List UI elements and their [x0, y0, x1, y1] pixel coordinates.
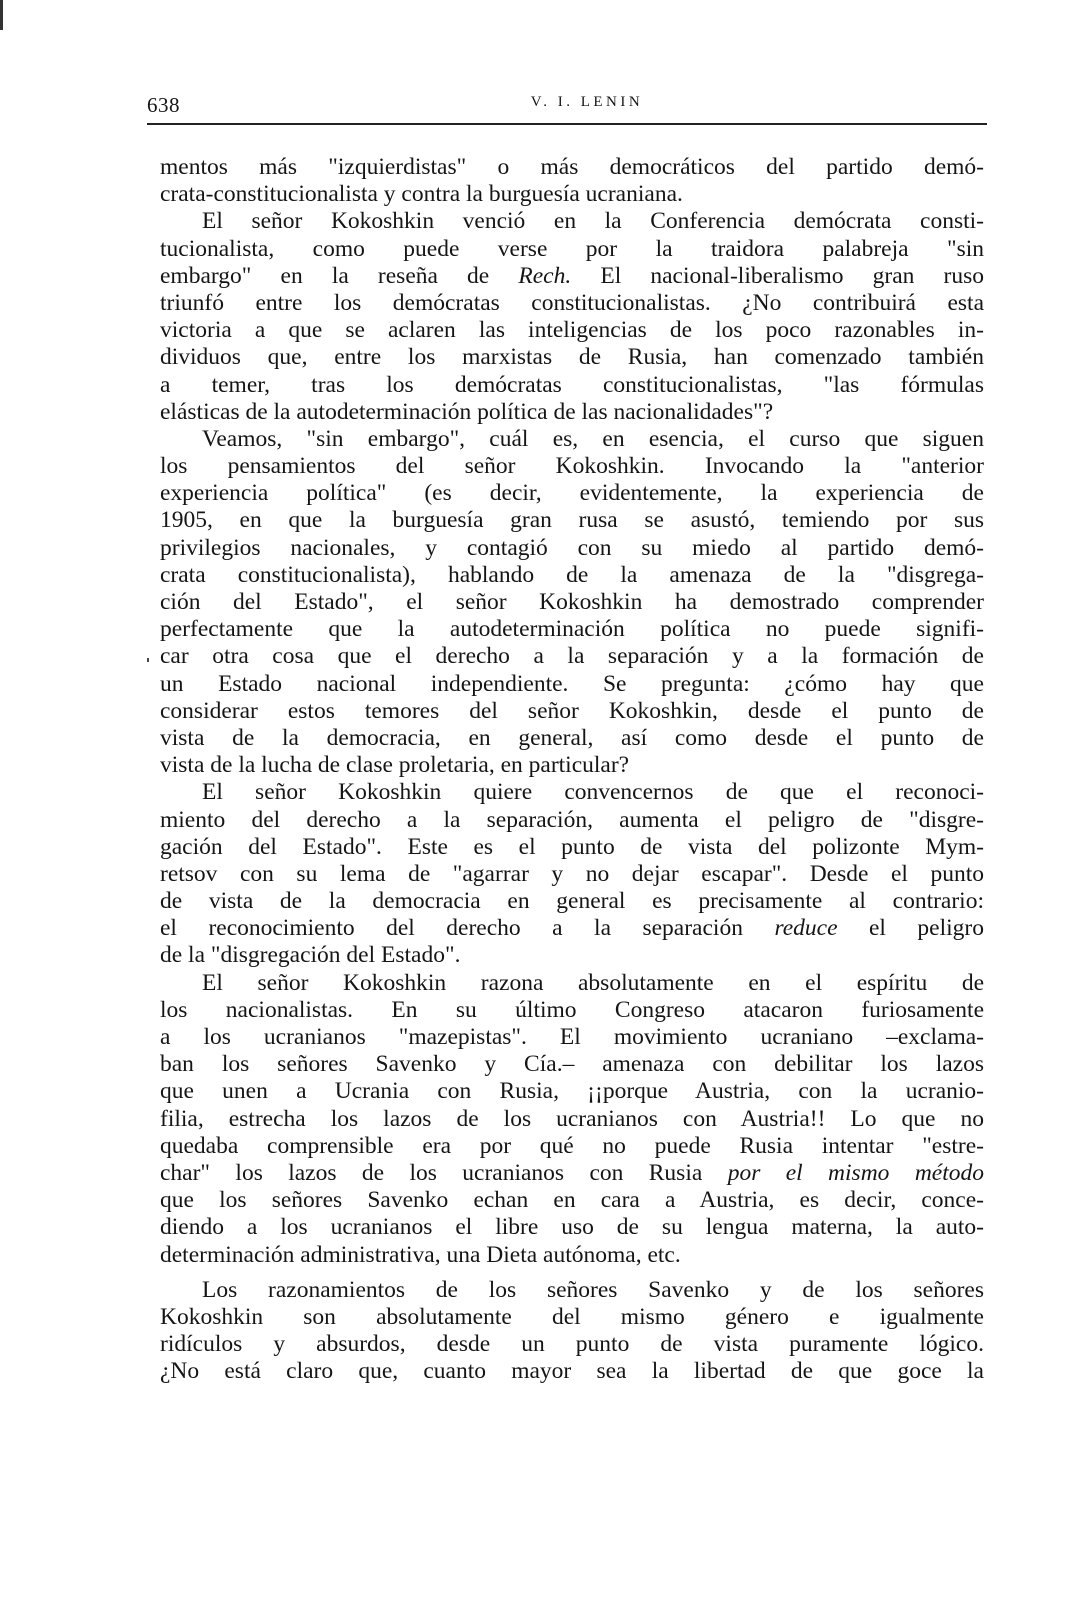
text-segment: vista de la lucha de clase proletaria, en particular?: [160, 752, 630, 779]
paragraph: [160, 426, 984, 779]
text-line: [160, 1331, 984, 1358]
text-line: [160, 1024, 984, 1051]
text-line: [160, 616, 984, 643]
text-line: [160, 344, 984, 371]
text-segment: crata-constitucionalista y contra la burguesía ucraniana.: [160, 181, 683, 208]
italic-text: por el mismo método: [727, 1159, 984, 1186]
text-line: [160, 779, 984, 806]
text-line: [160, 1358, 984, 1385]
text-segment: car otra cosa que el derecho a la separación y a la formación de: [160, 643, 984, 670]
text-line: [160, 236, 984, 263]
text-line: [160, 807, 984, 834]
text-line: [160, 1242, 984, 1269]
text-line: [160, 181, 984, 208]
text-segment: El señor Kokoshkin razona absolutamente en el espíritu de: [202, 969, 984, 996]
text-line: [160, 861, 984, 888]
text-line: [160, 915, 984, 942]
text-segment: considerar estos temores del señor Kokoshkin, desde el punto de: [160, 697, 984, 724]
text-line: [160, 1106, 984, 1133]
text-segment: el peligro: [837, 915, 985, 942]
text-line: [160, 480, 984, 507]
text-line: [160, 399, 984, 426]
text-segment: a los ucranianos "mazepistas". El movimiento ucraniano –exclama-: [160, 1024, 984, 1050]
text-line: [160, 208, 984, 235]
text-segment: quedaba comprensible era por qué no puede Rusia intentar "estre-: [160, 1132, 984, 1159]
paragraph: [160, 208, 984, 426]
text-segment: perfectamente que la autodeterminación política no puede signifi-: [160, 616, 984, 643]
text-segment: retsov con su lema de "agarrar y no dejar escapar". Desde el punto: [160, 860, 984, 887]
text-segment: ridículos y absurdos, desde un punto de vista puramente lógico.: [160, 1331, 984, 1358]
text-line: [160, 317, 984, 344]
text-segment: Veamos, "sin embargo", cuál es, en esencia, el curso que siguen: [202, 425, 984, 452]
text-line: [160, 671, 984, 698]
header-rule: [147, 123, 987, 125]
text-segment: ban los señores Savenko y Cía.– amenaza con debilitar los lazos: [160, 1051, 984, 1078]
running-head: [147, 93, 987, 119]
italic-text: reduce: [774, 915, 838, 942]
paragraph: [160, 970, 984, 1269]
text-line: [160, 1277, 984, 1304]
text-line: [160, 426, 984, 453]
text-line: [160, 263, 984, 290]
text-segment: 1905, en que la burguesía gran rusa se asustó, temiendo por sus: [160, 507, 984, 534]
scan-edge-mark: [0, 0, 3, 30]
text-line: [160, 1078, 984, 1105]
text-line: [160, 970, 984, 997]
paragraph: [160, 1277, 984, 1386]
text-line: [160, 589, 984, 616]
text-segment: los nacionalistas. En su último Congreso atacaron furiosamente: [160, 996, 984, 1023]
text-line: [160, 643, 984, 670]
italic-text: Rech.: [518, 262, 572, 289]
text-segment: de vista de la democracia en general es precisamente al contrario:: [160, 888, 984, 915]
text-line: [160, 942, 984, 969]
text-segment: de la "disgregación del Estado".: [160, 942, 461, 969]
text-segment: elásticas de la autodeterminación política de las nacionalidades"?: [160, 398, 774, 425]
text-line: [160, 507, 984, 534]
body-text: [160, 154, 984, 1385]
text-segment: filia, estrecha los lazos de los ucranianos con Austria!! Lo que no: [160, 1105, 984, 1132]
text-segment: que unen a Ucrania con Rusia, ¡¡porque Austria, con la ucranio-: [160, 1078, 984, 1105]
text-segment: El señor Kokoshkin quiere convencernos de que el reconoci-: [202, 779, 984, 806]
text-line: [160, 725, 984, 752]
text-segment: ¿No está claro que, cuanto mayor sea la libertad de que goce la: [160, 1358, 984, 1385]
text-segment: gación del Estado". Este es el punto de vista del polizonte Mym-: [160, 833, 984, 860]
text-segment: El nacional-liberalismo gran ruso: [571, 262, 985, 289]
text-segment: determinación administrativa, una Dieta autónoma, etc.: [160, 1241, 681, 1268]
text-line: [160, 888, 984, 915]
text-segment: experiencia política" (es decir, evidentemente, la experiencia de: [160, 480, 984, 507]
text-segment: El señor Kokoshkin venció en la Conferencia demócrata consti-: [202, 208, 984, 235]
page-number: 638: [147, 93, 180, 117]
text-segment: Los razonamientos de los señores Savenko y de los señores: [202, 1276, 984, 1303]
text-line: [160, 752, 984, 779]
text-line: [160, 1160, 984, 1187]
text-segment: el reconocimiento del derecho a la separación: [160, 915, 775, 942]
text-segment: triunfó entre los demócratas constitucionalistas. ¿No contribuirá esta: [160, 289, 984, 316]
text-segment: embargo" en la reseña de: [160, 262, 519, 289]
text-line: [160, 453, 984, 480]
text-line: [160, 154, 984, 181]
text-segment: crata constitucionalista), hablando de la amenaza de la "disgrega-: [160, 561, 984, 588]
text-segment: Kokoshkin son absolutamente del mismo género e igualmente: [160, 1303, 984, 1330]
running-title: V. I. LENIN: [530, 94, 644, 110]
text-line: [160, 1304, 984, 1331]
text-line: [160, 562, 984, 589]
text-segment: a temer, tras los demócratas constitucionalistas, "las fórmulas: [160, 371, 984, 398]
margin-speck: [147, 658, 149, 662]
text-line: [160, 997, 984, 1024]
text-segment: char" los lazos de los ucranianos con Rusia: [160, 1159, 728, 1186]
text-segment: miento del derecho a la separación, aumenta el peligro de "disgre-: [160, 806, 984, 833]
text-segment: victoria a que se aclaren las inteligencias de los poco razonables in-: [160, 317, 984, 344]
text-segment: los pensamientos del señor Kokoshkin. Invocando la "anterior: [160, 453, 984, 480]
text-segment: diendo a los ucranianos el libre uso de su lengua materna, la auto-: [160, 1214, 984, 1241]
text-line: [160, 1187, 984, 1214]
text-line: [160, 834, 984, 861]
paragraph: [160, 154, 984, 208]
text-segment: privilegios nacionales, y contagió con su miedo al partido demó-: [160, 534, 984, 561]
text-segment: que los señores Savenko echan en cara a Austria, es decir, conce-: [160, 1187, 984, 1214]
text-line: [160, 698, 984, 725]
text-segment: ción del Estado", el señor Kokoshkin ha demostrado comprender: [160, 589, 984, 615]
text-line: [160, 372, 984, 399]
text-line: [160, 290, 984, 317]
paragraph: [160, 779, 984, 969]
text-segment: dividuos que, entre los marxistas de Rusia, han comenzado también: [160, 344, 984, 371]
text-line: [160, 1133, 984, 1160]
text-segment: un Estado nacional independiente. Se pregunta: ¿cómo hay que: [160, 670, 984, 697]
text-line: [160, 1051, 984, 1078]
text-segment: vista de la democracia, en general, así como desde el punto de: [160, 724, 984, 751]
text-line: [160, 1214, 984, 1241]
text-segment: tucionalista, como puede verse por la traidora palabreja "sin: [160, 235, 984, 262]
text-segment: mentos más "izquierdistas" o más democráticos del partido demó-: [160, 154, 984, 180]
text-line: [160, 535, 984, 562]
